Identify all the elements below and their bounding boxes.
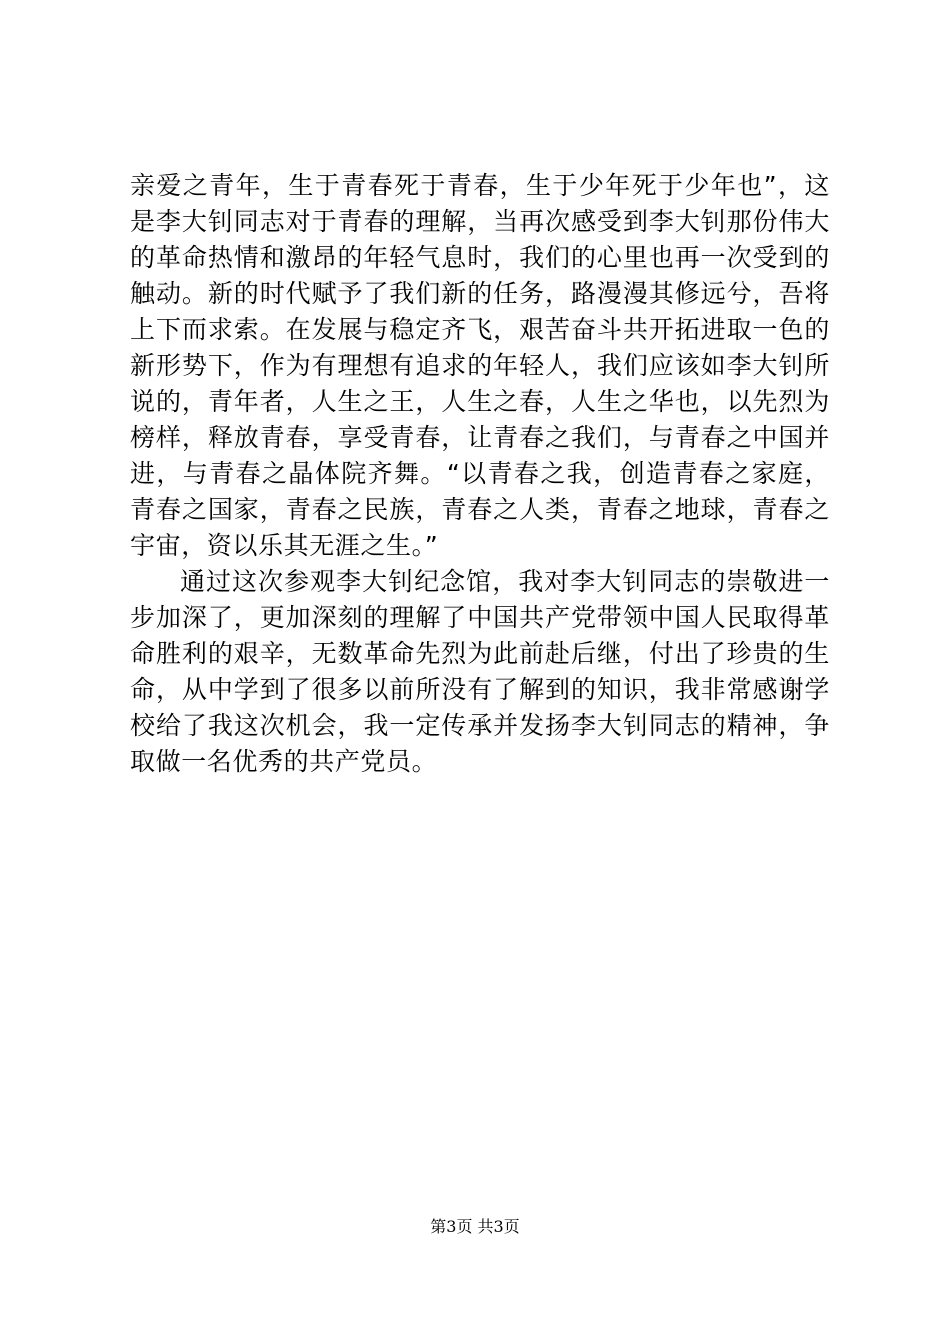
paragraph-2: 通过这次参观李大钊纪念馆，我对李大钊同志的崇敬进一步加深了，更加深刻的理解了中国共产党带领中国人民取得革命胜利的艰辛，无数革命先烈为此前赴后继，付出了珍贵的生命，从中学到了很多以前所没有了解到的知识，我非常感谢学校给了我这次机会，我一定传承并发扬李大钊同志的精神，争取做一名优秀的共产党员。 (130, 567, 830, 776)
page-footer (0, 1217, 950, 1237)
page-number-label: 第3页 共3页 (430, 1217, 520, 1236)
document-body (130, 168, 830, 780)
paragraph-1: 亲爱之青年，生于青春死于青春，生于少年死于少年也”，这是李大钊同志对于青春的理解，当再次感受到李大钊那份伟大的革命热情和激昂的年轻气息时，我们的心里也再一次受到的触动。新的时代赋予了我们新的任务，路漫漫其修远兮，吾将上下而求索。在发展与稳定齐飞，艰苦奋斗共开拓进取一色的新形势下，作为有理想有追求的年轻人，我们应该如李大钊所说的，青年者，人生之王，人生之春，人生之华也，以先烈为榜样，释放青春，享受青春，让青春之我们，与青春之中国并进，与青春之晶体院齐舞。“以青春之我，创造青春之家庭，青春之国家，青春之民族，青春之人类，青春之地球，青春之宇宙，资以乐其无涯之生。” (130, 171, 830, 560)
